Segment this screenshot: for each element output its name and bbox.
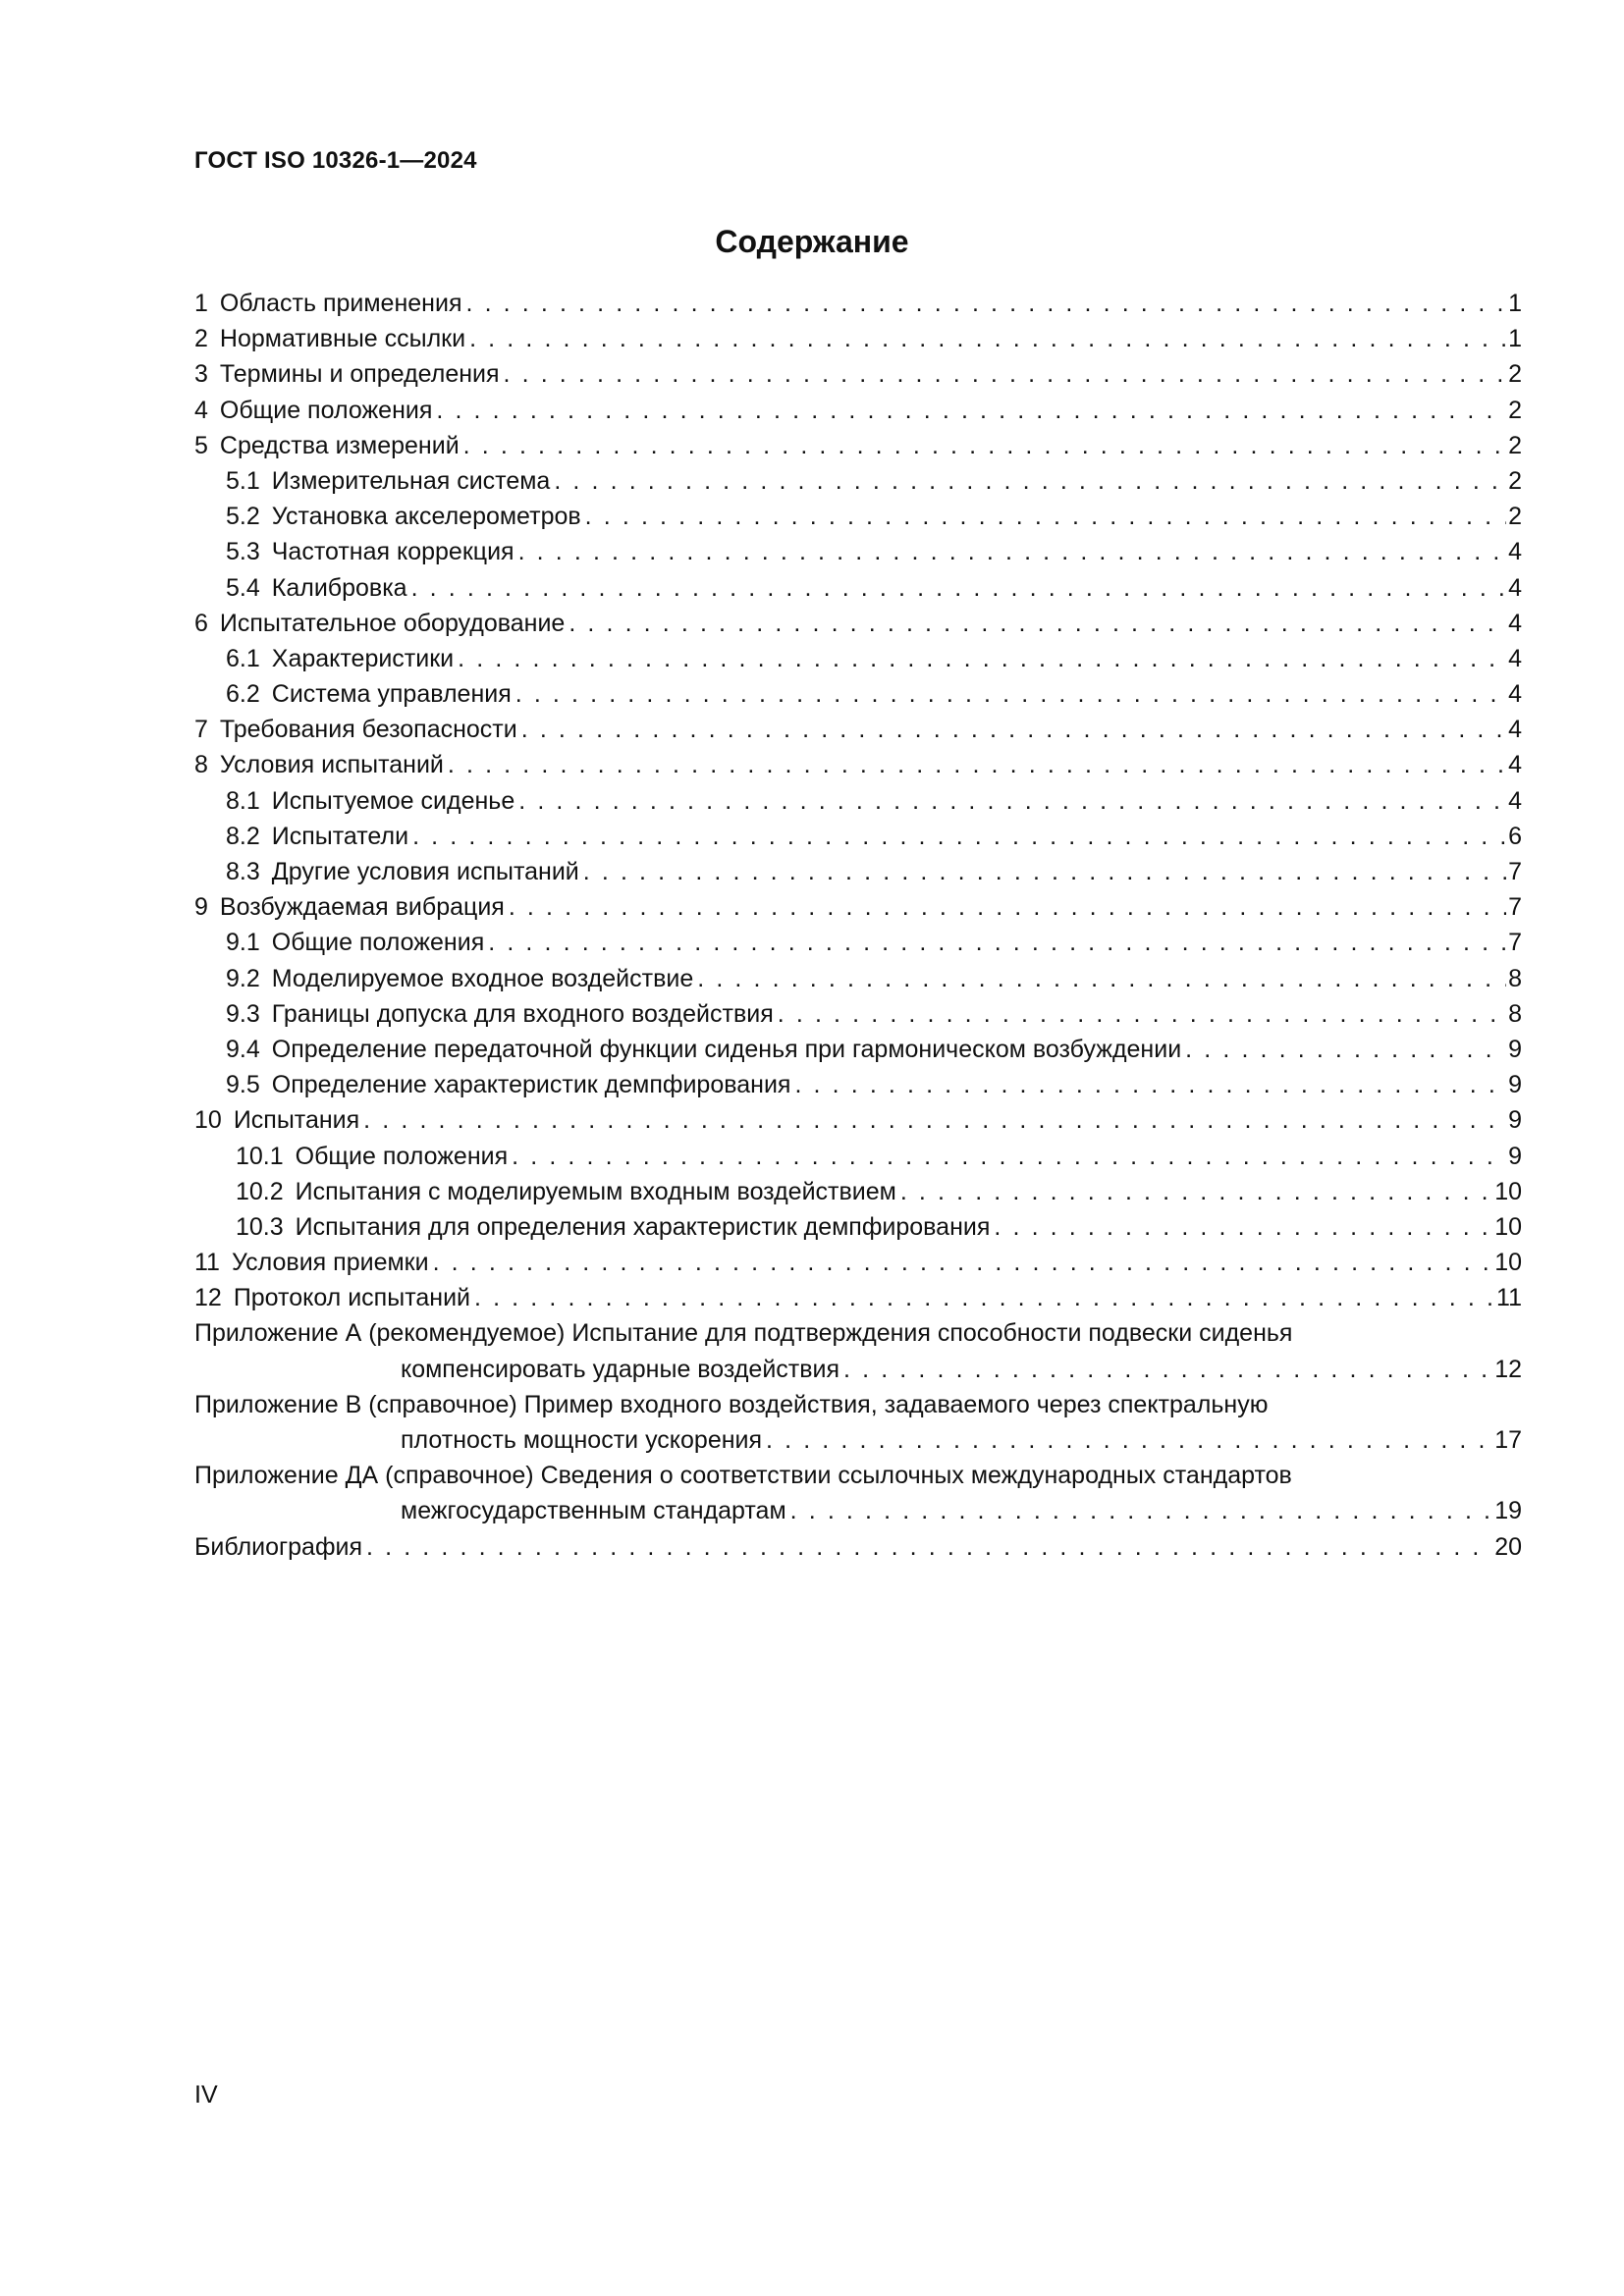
leader-dots: [766, 1426, 1492, 1455]
toc-entry-number: 9.1: [226, 929, 260, 957]
toc-entry[interactable]: [194, 1249, 1522, 1284]
toc-entry-label: [226, 965, 693, 993]
toc-entry-number: 4: [194, 396, 208, 424]
toc-entry-title: Испытания для определения характеристик демпфирования: [295, 1212, 991, 1241]
toc-entry[interactable]: [194, 1036, 1522, 1071]
toc-entry-title: Нормативные ссылки: [219, 325, 466, 353]
toc-entry[interactable]: [194, 893, 1522, 929]
toc-entry[interactable]: [194, 1000, 1522, 1036]
leader-dots: [433, 1249, 1493, 1277]
leader-dots: [436, 397, 1506, 425]
toc-entry-title: Термины и определения: [219, 360, 500, 389]
toc-page-number: 2: [1508, 396, 1522, 424]
leader-dots: [518, 787, 1506, 816]
toc-page-number: 4: [1508, 644, 1522, 672]
toc-entry[interactable]: [194, 1178, 1522, 1213]
toc-page-number: 1: [1508, 325, 1522, 353]
toc-page-number: 4: [1508, 751, 1522, 779]
leader-dots: [994, 1213, 1492, 1242]
toc-entry-title: Моделируемое входное воздействие: [271, 964, 694, 992]
toc-page-number: 2: [1508, 360, 1522, 389]
toc-title: Содержание: [715, 224, 909, 259]
leader-dots: [778, 1000, 1506, 1029]
toc-entry-title: Общие положения: [295, 1142, 509, 1170]
toc-entry-label: [236, 1213, 990, 1242]
toc-entry[interactable]: [194, 467, 1522, 503]
leader-dots: [697, 965, 1506, 993]
toc-page-number: 4: [1508, 680, 1522, 709]
toc-page-number: 2: [1508, 466, 1522, 495]
toc-entry-title: Испытательное оборудование: [219, 609, 566, 637]
toc-entry-title: Условия приемки: [231, 1249, 429, 1277]
toc-page-number: 9: [1508, 1106, 1522, 1135]
leader-dots: [843, 1356, 1492, 1384]
toc-entry[interactable]: [194, 360, 1522, 396]
toc-entry-title: Границы допуска для входного воздействия: [271, 999, 774, 1028]
toc-entry-label: [226, 645, 454, 673]
toc-entry-number: 8.3: [226, 858, 260, 885]
toc-entry-title: Калибровка: [271, 573, 407, 602]
toc-appendix-da-line1[interactable]: Приложение ДА (справочное) Сведения о соответствии ссылочных международных стандартов: [194, 1462, 1292, 1490]
toc-page-number: 2: [1508, 503, 1522, 531]
toc-entry[interactable]: [194, 538, 1522, 573]
toc-entry-label: [194, 893, 505, 922]
leader-dots: [515, 680, 1506, 709]
toc-appendix-b-line2[interactable]: плотность мощности ускорения . . . 17: [194, 1426, 1522, 1462]
toc-entry-number: 5.3: [226, 538, 260, 566]
leader-dots: [469, 325, 1506, 353]
toc-entry-title: Общие положения: [271, 929, 485, 957]
toc-appendix-da-line2[interactable]: межгосударственным стандартам . . . 19: [194, 1497, 1522, 1532]
leader-dots: [411, 574, 1507, 603]
toc-entry-title: Установка акселерометров: [271, 503, 581, 531]
toc-entry-label: [226, 858, 579, 886]
toc-entry[interactable]: [194, 1071, 1522, 1106]
toc-page-number: 6: [1508, 822, 1522, 850]
toc-entry-title: Область применения: [219, 290, 462, 317]
toc-entry-title: Система управления: [271, 680, 512, 709]
toc-entry[interactable]: [194, 1143, 1522, 1178]
toc-entry-number: 5.4: [226, 573, 260, 602]
toc-entry-number: 9.4: [226, 1035, 260, 1063]
toc-entry-title: Определение характеристик демпфирования: [271, 1071, 791, 1099]
toc-entry-label: [194, 610, 565, 638]
leader-dots: [583, 858, 1506, 886]
page-number: IV: [194, 2081, 218, 2109]
toc-entry-title: Испытуемое сиденье: [271, 786, 515, 815]
toc-entry-label: [226, 787, 514, 816]
toc-entry-title: Измерительная система: [271, 466, 551, 495]
toc-page-number: 4: [1508, 573, 1522, 602]
toc-entry-title: Испытатели: [271, 822, 409, 850]
toc-page-number: 11: [1496, 1284, 1522, 1312]
toc-entry-label: [236, 1143, 508, 1171]
toc-entry-title: Другие условия испытаний: [271, 858, 579, 885]
toc-entry-number: 8.1: [226, 786, 260, 815]
leader-dots: [900, 1178, 1492, 1206]
toc-entry-number: 8.2: [226, 822, 260, 850]
leader-dots: [1185, 1036, 1506, 1064]
toc-entry-label: [226, 503, 581, 531]
toc-entry-title: Возбуждаемая вибрация: [219, 893, 505, 922]
toc-entry[interactable]: [194, 610, 1522, 645]
toc-entry[interactable]: [194, 858, 1522, 893]
toc-entry-title: Общие положения: [219, 396, 433, 424]
leader-dots: [504, 360, 1507, 389]
toc-entry[interactable]: [194, 645, 1522, 680]
leader-dots: [463, 432, 1506, 460]
toc-page-number: 10: [1494, 1249, 1522, 1277]
toc-entry-label: [194, 325, 465, 353]
leader-dots: [585, 503, 1506, 531]
toc-page-number: 9: [1508, 1035, 1522, 1063]
toc-entry-title: Определение передаточной функции сиденья при гармоническом возбуждении: [271, 1035, 1182, 1063]
toc-entry-label: [226, 1071, 790, 1099]
toc-entry-title: Требования безопасности: [219, 716, 517, 744]
toc-page-number: 7: [1508, 858, 1522, 885]
toc-entry-title: Испытания с моделируемым входным воздействием: [295, 1177, 896, 1205]
toc-entry-number: 1: [194, 290, 208, 317]
toc-entry-label: [226, 1000, 774, 1029]
table-of-contents: [194, 290, 1522, 1569]
toc-entry[interactable]: [194, 929, 1522, 964]
toc-entry-number: 9.3: [226, 999, 260, 1028]
toc-entry-number: 10.1: [236, 1142, 284, 1170]
toc-entry-label: [194, 1106, 359, 1135]
toc-entry-number: 10: [194, 1106, 222, 1135]
toc-entry-label: [226, 1036, 1181, 1064]
document-code: ГОСТ ISO 10326-1—2024: [194, 147, 477, 174]
toc-entry[interactable]: [194, 432, 1522, 467]
toc-entry-label: [194, 1284, 470, 1312]
leader-dots: [363, 1106, 1506, 1135]
toc-entry-label: [226, 823, 408, 851]
leader-dots: [488, 929, 1506, 957]
toc-entry-number: 5.1: [226, 466, 260, 495]
leader-dots: [794, 1071, 1506, 1099]
toc-entry-label: [194, 432, 460, 460]
toc-entry[interactable]: [194, 823, 1522, 858]
toc-entry-number: 9: [194, 893, 208, 922]
toc-entry[interactable]: [194, 503, 1522, 538]
toc-entry-label: [194, 1249, 429, 1277]
toc-page-number: 9: [1508, 1071, 1522, 1099]
leader-dots: [458, 645, 1506, 673]
toc-entry-label: [194, 397, 432, 425]
toc-page-number: 10: [1494, 1212, 1522, 1241]
toc-entry-label: [194, 716, 517, 744]
toc-entry[interactable]: [194, 680, 1522, 716]
toc-entry-number: 3: [194, 360, 208, 389]
toc-appendix-a-line1[interactable]: Приложение А (рекомендуемое) Испытание для подтверждения способности подвески сиденья: [194, 1319, 1293, 1348]
toc-entry-label: [226, 680, 512, 709]
toc-entry-label: [226, 538, 514, 566]
toc-page-number: 12: [1494, 1355, 1522, 1383]
toc-entry-number: 7: [194, 716, 208, 744]
toc-entry-label: [226, 574, 407, 603]
toc-entry[interactable]: [194, 965, 1522, 1000]
toc-page-number: 19: [1494, 1497, 1522, 1525]
toc-entry-title: Условия испытаний: [219, 751, 444, 779]
toc-entry-label: [194, 360, 500, 389]
toc-entry-number: 10.2: [236, 1177, 284, 1205]
toc-entry-number: 6.2: [226, 680, 260, 709]
toc-entry-title: Испытания: [233, 1106, 360, 1135]
toc-page-number: 4: [1508, 538, 1522, 566]
toc-entry-title: Протокол испытаний: [233, 1284, 470, 1312]
toc-page-number: 2: [1508, 431, 1522, 459]
leader-dots: [568, 610, 1506, 638]
leader-dots: [474, 1284, 1494, 1312]
leader-dots: [412, 823, 1506, 851]
toc-bibliography[interactable]: Библиография . . . 20: [194, 1533, 1522, 1569]
toc-entry[interactable]: [194, 574, 1522, 610]
leader-dots: [521, 716, 1506, 744]
toc-appendix-b-line1[interactable]: Приложение В (справочное) Пример входного воздействия, задаваемого через спектральную: [194, 1390, 1269, 1418]
toc-entry-number: 9.2: [226, 964, 260, 992]
toc-entry-number: 10.3: [236, 1212, 284, 1241]
toc-appendix-a-line2[interactable]: компенсировать ударные воздействия . . . 12: [194, 1356, 1522, 1391]
toc-page-number: 4: [1508, 786, 1522, 815]
leader-dots: [512, 1143, 1506, 1171]
toc-page-number: 8: [1508, 999, 1522, 1028]
toc-entry-label: [194, 751, 444, 779]
toc-page-number: 1: [1508, 290, 1522, 317]
toc-page-number: 7: [1508, 929, 1522, 957]
toc-entry-number: 11: [194, 1249, 220, 1277]
toc-page-number: 4: [1508, 609, 1522, 637]
toc-entry[interactable]: [194, 1213, 1522, 1249]
leader-dots: [366, 1533, 1492, 1562]
leader-dots: [554, 467, 1506, 496]
toc-page-number: 9: [1508, 1142, 1522, 1170]
toc-page-number: 7: [1508, 893, 1522, 922]
toc-entry[interactable]: [194, 787, 1522, 823]
toc-entry[interactable]: [194, 1284, 1522, 1319]
toc-entry-number: 5.2: [226, 503, 260, 531]
leader-dots: [465, 290, 1506, 318]
toc-entry-label: [226, 467, 550, 496]
toc-entry[interactable]: [194, 1106, 1522, 1142]
toc-page-number: 8: [1508, 964, 1522, 992]
leader-dots: [790, 1497, 1493, 1525]
toc-entry-title: Характеристики: [271, 644, 455, 672]
toc-entry-number: 6.1: [226, 644, 260, 672]
leader-dots: [448, 751, 1506, 779]
toc-entry-number: 5: [194, 431, 208, 459]
toc-entry[interactable]: [194, 751, 1522, 786]
toc-entry-number: 9.5: [226, 1071, 260, 1099]
toc-entry[interactable]: [194, 325, 1522, 360]
leader-dots: [509, 893, 1506, 922]
toc-entry-number: 6: [194, 609, 208, 637]
toc-entry-label: [194, 290, 461, 318]
toc-entry-number: 2: [194, 325, 208, 353]
toc-entry[interactable]: [194, 716, 1522, 751]
toc-page-number: 4: [1508, 716, 1522, 744]
toc-entry-title: Средства измерений: [219, 431, 460, 459]
toc-page-number: 20: [1494, 1532, 1522, 1561]
toc-entry-title: Частотная коррекция: [271, 538, 514, 566]
toc-entry[interactable]: [194, 290, 1522, 325]
toc-entry-number: 8: [194, 751, 208, 779]
toc-entry-number: 12: [194, 1284, 222, 1312]
leader-dots: [518, 538, 1507, 566]
toc-entry[interactable]: [194, 397, 1522, 432]
toc-page-number: 10: [1494, 1177, 1522, 1205]
toc-entry-label: [236, 1178, 896, 1206]
toc-entry-label: [226, 929, 484, 957]
toc-page-number: 17: [1494, 1426, 1522, 1454]
